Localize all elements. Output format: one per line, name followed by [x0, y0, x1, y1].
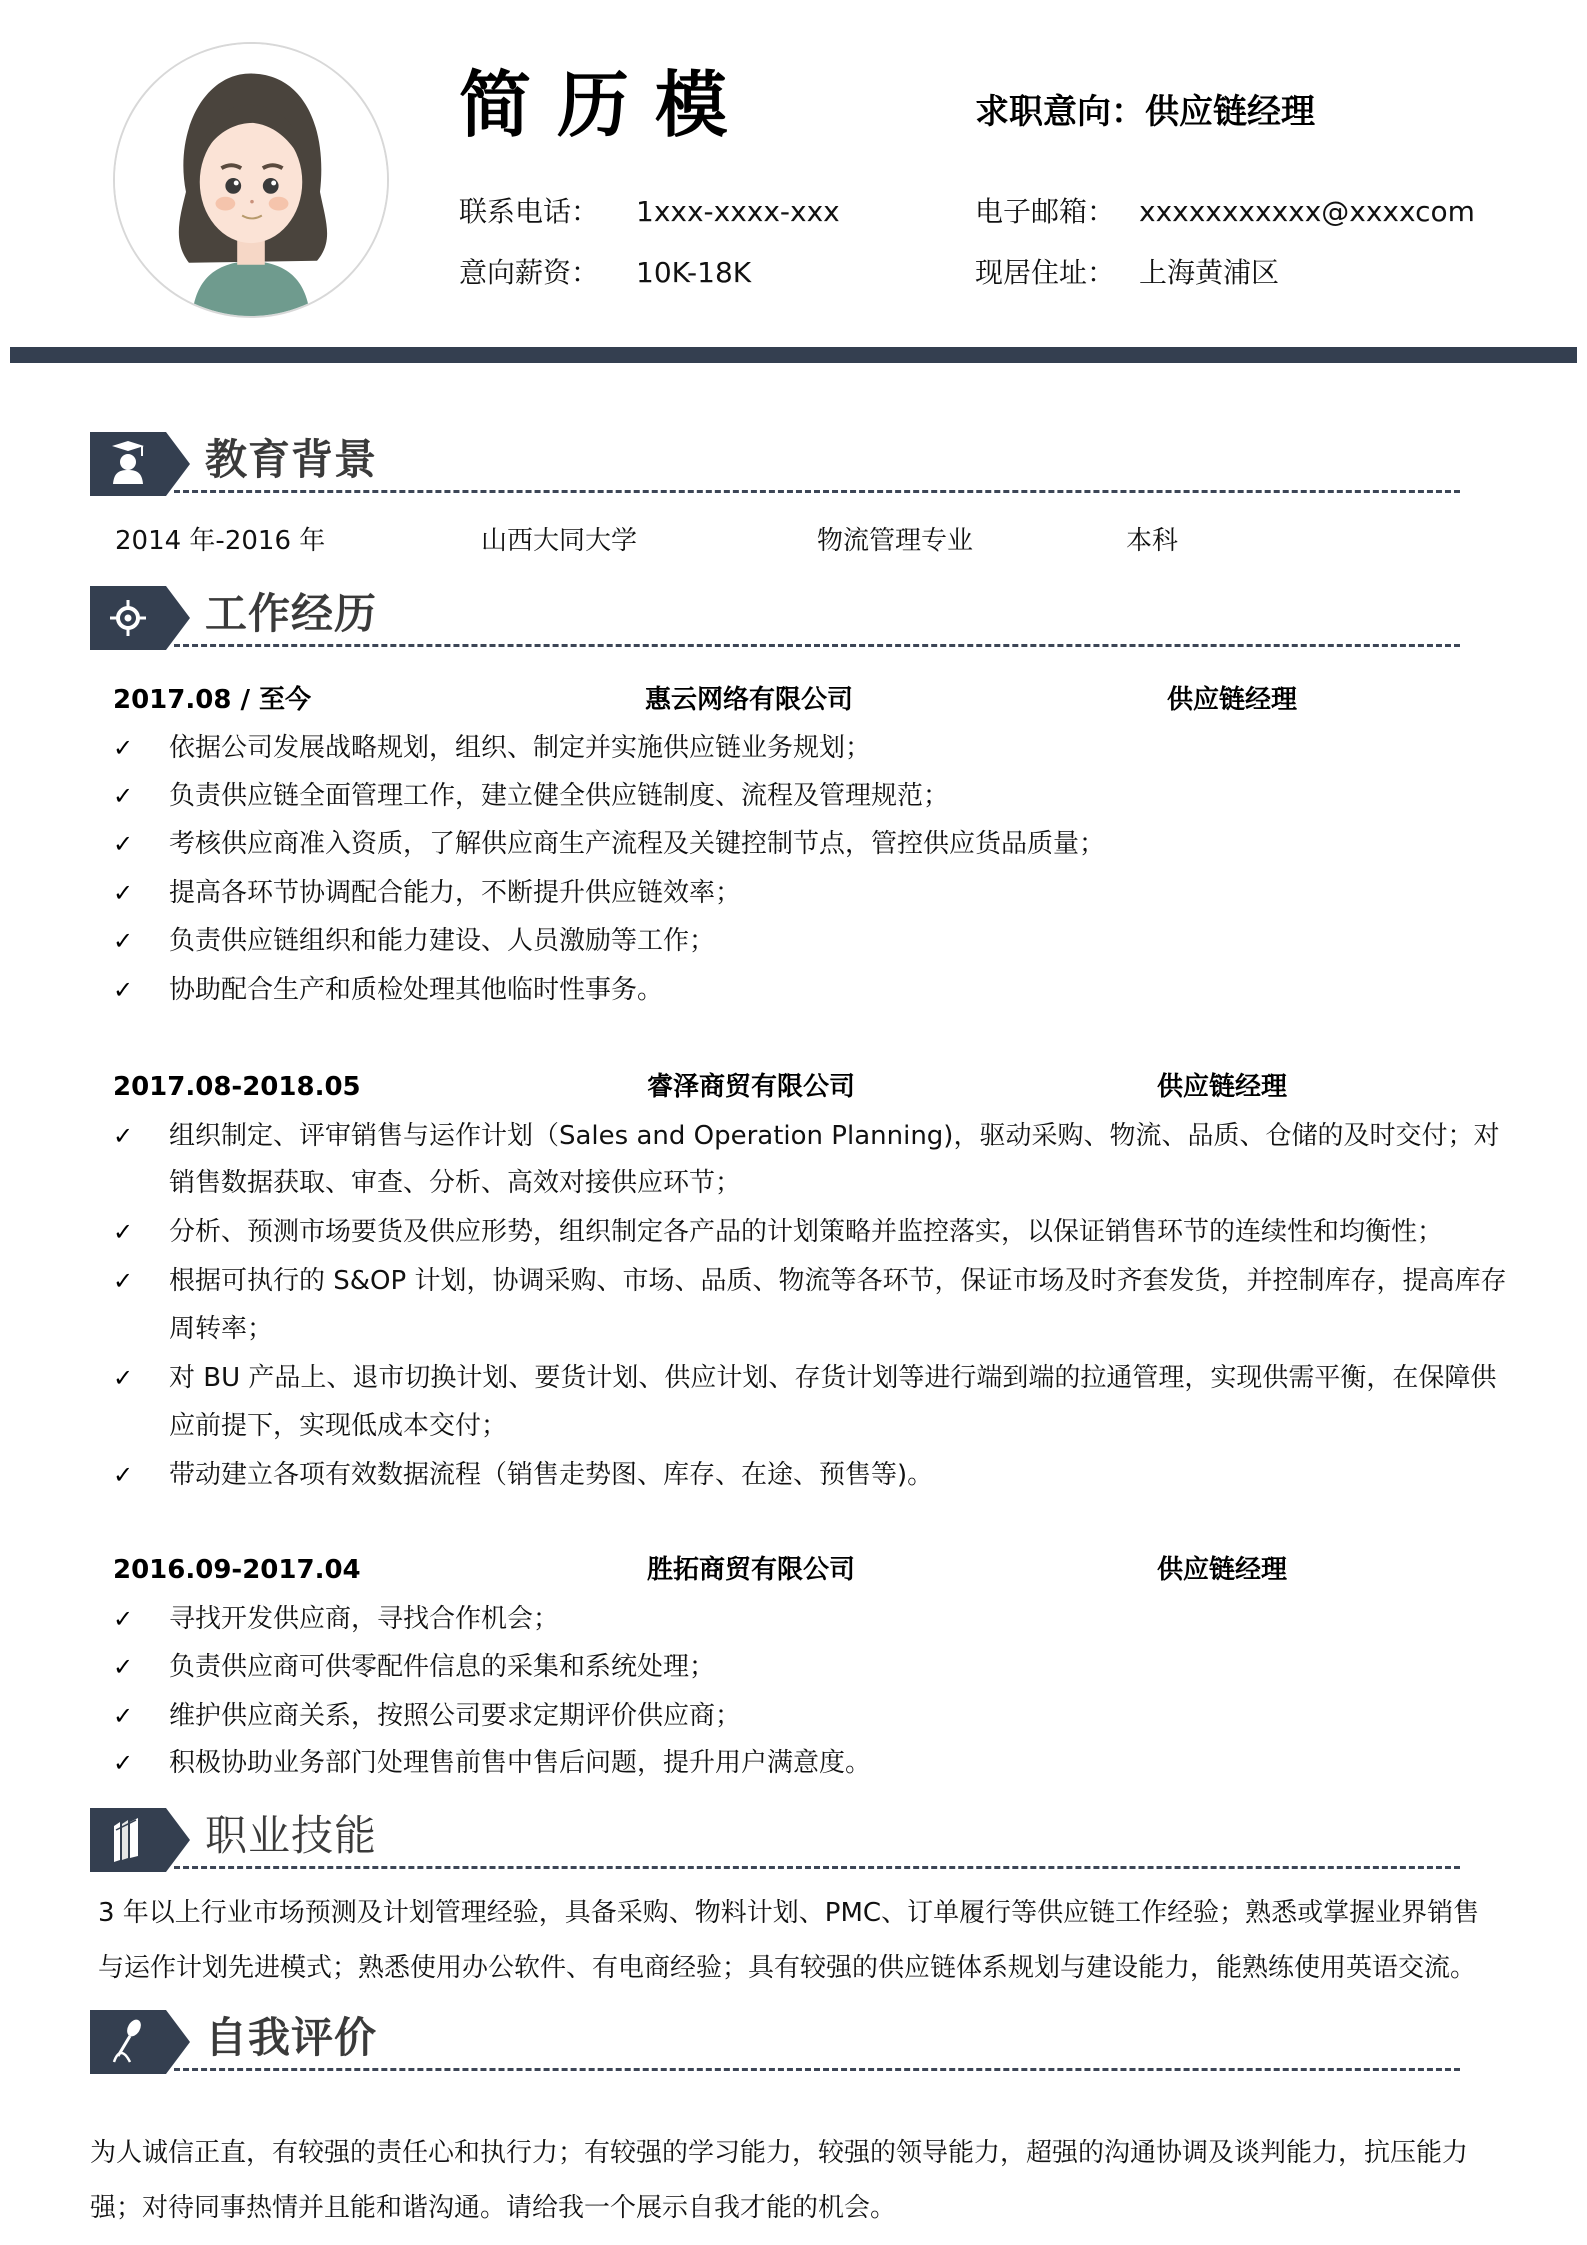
job-company: 惠云网络有限公司	[645, 685, 854, 715]
salary-value: 10K-18K	[636, 256, 752, 289]
avatar-illustration-icon	[115, 44, 387, 316]
edu-degree: 本科	[1126, 526, 1179, 556]
job-duty: 根据可执行的 S&OP 计划，协调采购、市场、品质、物流等各环节，保证市场及时齐套发货，并控制库存，提高库存	[169, 1266, 1507, 1296]
job-position: 供应链经理	[1167, 685, 1298, 715]
phone-label: 联系电话：	[459, 195, 600, 228]
check-icon: ✓	[113, 1461, 134, 1489]
section-dashed-divider	[174, 1866, 1460, 1869]
job-duty: 提高各环节协调配合能力，不断提升供应链效率；	[169, 878, 742, 908]
edu-major: 物流管理专业	[817, 526, 974, 556]
check-icon: ✓	[113, 976, 134, 1004]
job-duty: 分析、预测市场要货及供应形势，组织制定各产品的计划策略并监控落实，以保证销售环节的连续性和均衡性；	[169, 1217, 1444, 1247]
section-badge	[90, 1808, 190, 1872]
section-title: 职业技能	[205, 1811, 378, 1860]
section-dashed-divider	[174, 644, 1460, 647]
check-icon: ✓	[113, 734, 134, 762]
job-duty: 考核供应商准入资质，了解供应商生产流程及关键控制节点，管控供应货品质量；	[169, 829, 1106, 859]
section-work-header	[90, 586, 1460, 650]
check-icon: ✓	[113, 830, 134, 858]
job-duty: 维护供应商关系，按照公司要求定期评价供应商；	[169, 1701, 742, 1731]
microphone-icon	[90, 2010, 190, 2074]
edu-school: 山西大同大学	[481, 526, 638, 556]
job-position: 供应链经理	[1157, 1072, 1288, 1102]
section-dashed-divider	[174, 2068, 1460, 2071]
objective-value: 供应链经理	[1145, 92, 1315, 132]
header-divider-bar	[10, 347, 1577, 363]
address-value: 上海黄浦区	[1139, 256, 1280, 289]
job-duty: 协助配合生产和质检处理其他临时性事务。	[169, 975, 664, 1005]
skills-text-line: 与运作计划先进模式；熟悉使用办公软件、有电商经验；具有较强的供应链体系规划与建设能力，能熟练使用英语交流。	[98, 1953, 1477, 1983]
resume-title: 简历模	[459, 63, 754, 147]
section-education-header	[90, 432, 1460, 496]
job-duty: 依据公司发展战略规划，组织、制定并实施供应链业务规划；	[169, 733, 872, 763]
check-icon: ✓	[113, 1605, 134, 1633]
job-duty: 组织制定、评审销售与运作计划（Sales and Operation Planning)，驱动采购、物流、品质、仓储的及时交付；对	[169, 1121, 1500, 1151]
section-badge	[90, 586, 190, 650]
edu-period: 2014 年-2016 年	[115, 526, 326, 556]
section-self-eval-header	[90, 2010, 1460, 2074]
target-icon	[90, 586, 190, 650]
phone-value: 1xxx-xxxx-xxx	[636, 195, 840, 228]
job-period: 2017.08-2018.05	[113, 1072, 361, 1102]
section-title: 工作经历	[205, 589, 378, 638]
check-icon: ✓	[113, 782, 134, 810]
check-icon: ✓	[113, 927, 134, 955]
section-dashed-divider	[174, 490, 1460, 493]
self-eval-text-line: 为人诚信正直，有较强的责任心和执行力；有较强的学习能力，较强的领导能力，超强的沟通协调及谈判能力，抗压能力	[90, 2138, 1469, 2168]
books-icon	[90, 1808, 190, 1872]
email-label: 电子邮箱：	[975, 195, 1116, 228]
job-duty: 积极协助业务部门处理售前售中售后问题，提升用户满意度。	[169, 1748, 872, 1778]
job-duty-continued: 销售数据获取、审查、分析、高效对接供应环节；	[169, 1168, 742, 1198]
job-duty: 负责供应链组织和能力建设、人员激励等工作；	[169, 926, 716, 956]
self-eval-text-line: 强；对待同事热情并且能和谐沟通。请给我一个展示自我才能的机会。	[90, 2193, 897, 2223]
job-period: 2017.08 / 至今	[113, 685, 312, 715]
job-position: 供应链经理	[1157, 1555, 1288, 1585]
job-duty: 寻找开发供应商，寻找合作机会；	[169, 1604, 560, 1634]
job-duty: 负责供应商可供零配件信息的采集和系统处理；	[169, 1652, 716, 1682]
job-duty-continued: 周转率；	[169, 1314, 274, 1344]
skills-text-line: 3 年以上行业市场预测及计划管理经验，具备采购、物料计划、PMC、订单履行等供应链工作经验；熟悉或掌握业界销售	[98, 1898, 1480, 1928]
check-icon: ✓	[113, 1749, 134, 1777]
salary-label: 意向薪资：	[459, 256, 600, 289]
section-badge	[90, 2010, 190, 2074]
job-company: 胜拓商贸有限公司	[647, 1555, 856, 1585]
check-icon: ✓	[113, 1218, 134, 1246]
job-company: 睿泽商贸有限公司	[647, 1072, 856, 1102]
graduate-icon	[90, 432, 190, 496]
address-label: 现居住址：	[975, 256, 1116, 289]
job-duty: 对 BU 产品上、退市切换计划、要货计划、供应计划、存货计划等进行端到端的拉通管理，实现供需平衡，在保障供	[169, 1363, 1497, 1393]
job-duty-continued: 应前提下，实现低成本交付；	[169, 1411, 508, 1441]
job-objective	[975, 90, 1315, 134]
check-icon: ✓	[113, 1122, 134, 1150]
section-badge	[90, 432, 190, 496]
job-period: 2016.09-2017.04	[113, 1555, 361, 1585]
check-icon: ✓	[113, 879, 134, 907]
check-icon: ✓	[113, 1364, 134, 1392]
check-icon: ✓	[113, 1653, 134, 1681]
check-icon: ✓	[113, 1702, 134, 1730]
email-value: xxxxxxxxxxx@xxxxcom	[1139, 195, 1475, 228]
job-duty: 负责供应链全面管理工作，建立健全供应链制度、流程及管理规范；	[169, 781, 950, 811]
avatar	[113, 42, 389, 318]
section-title: 自我评价	[205, 2013, 378, 2062]
check-icon: ✓	[113, 1267, 134, 1295]
section-skills-header	[90, 1808, 1460, 1872]
objective-label: 求职意向：	[975, 92, 1145, 132]
job-duty: 带动建立各项有效数据流程（销售走势图、库存、在途、预售等)。	[169, 1460, 934, 1490]
section-title: 教育背景	[205, 435, 378, 484]
